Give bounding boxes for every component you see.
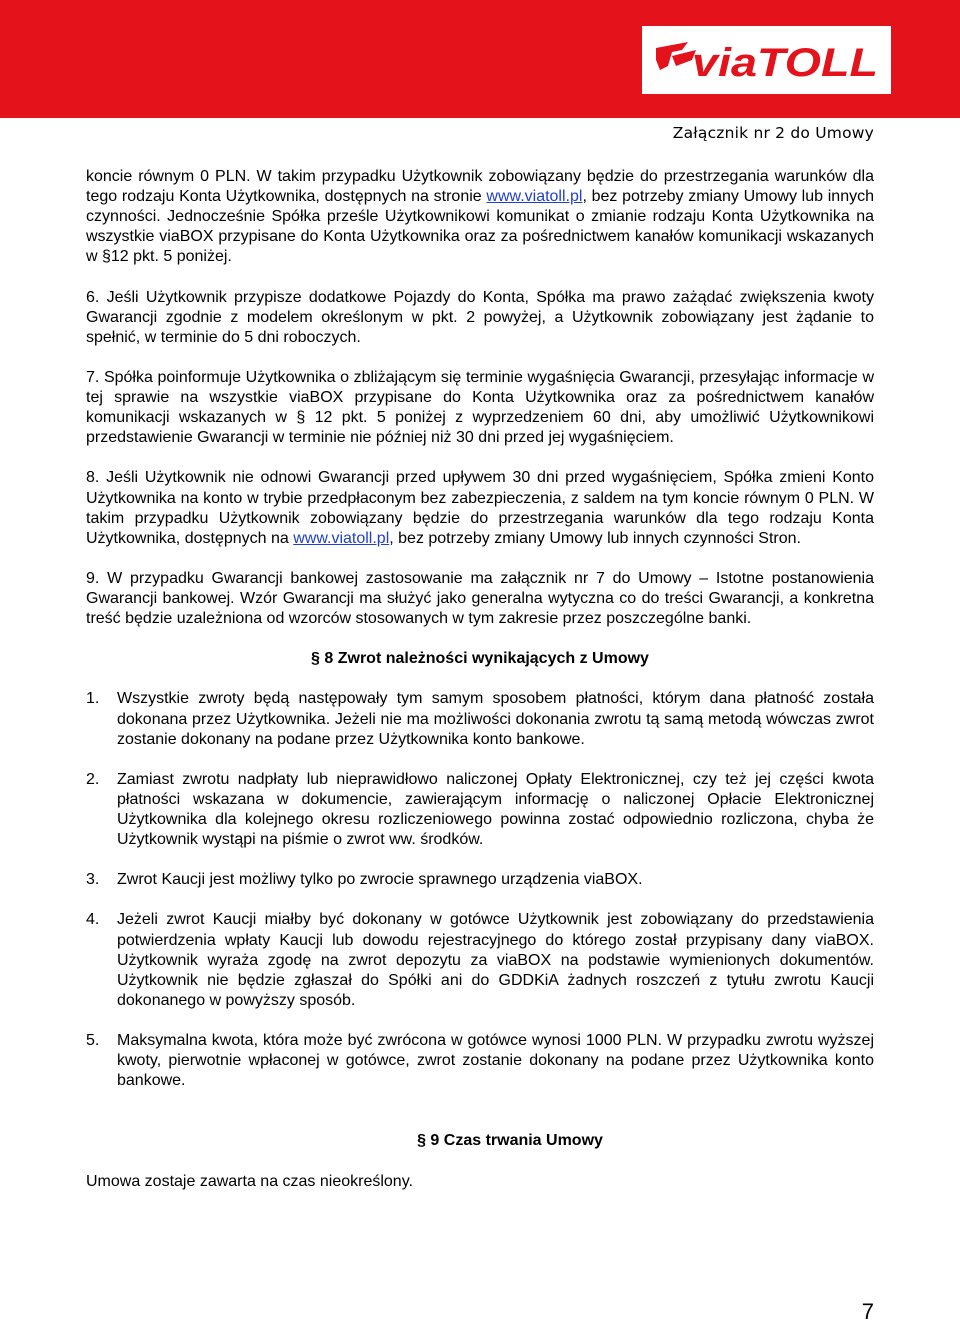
section-9-text: Umowa zostaje zawarta na czas nieokreślony.: [86, 1172, 413, 1190]
paragraph-9: 9. W przypadku Gwarancji bankowej zastosowanie ma załącznik nr 7 do Umowy – Istotne postanowienia Gwarancji bankowej. Wzór Gwarancji ma służyć jako generalna wytyczna co do treści Gwarancji, a konkretna treść będzie uzależniona od wzorców stosowanych w tym zakresie przez poszczególne banki.: [86, 569, 874, 628]
list-item: [86, 910, 874, 1010]
item-text: Wszystkie zwroty będą następowały tym samym sposobem płatności, którym dana płatność została dokonana przez Użytkownika. Jeżeli nie ma możliwości dokonania zwrotu tą samą metodą wówczas zwrot zostanie dokonany na podane przez Użytkownika konto bankowe.: [117, 690, 874, 748]
paragraph-text: 8. Jeśli Użytkownik nie odnowi Gwarancji przed upływem 30 dni przed wygaśnięciem, Spółka zmieni Konto Użytkownika na konto w trybie przedpłaconym bez zabezpieczenia, z saldem na tym koncie równym 0 PLN. W takim przypadku Użytkownik zobowiązany będzie do przestrzegania warunków dla tego rodzaju Konta Użytkownika, dostępnych na: [86, 469, 874, 547]
list-item: [86, 770, 874, 850]
list-item: [86, 870, 874, 890]
item-text: Maksymalna kwota, która może być zwrócona w gotówce wynosi 1000 PLN. W przypadku zwrotu wyższej kwoty, pierwotnie wpłaconej w gotówce, zwrot zostanie dokonany na podane przez Użytkownika konto bankowe.: [117, 1032, 874, 1090]
item-text: Zamiast zwrotu nadpłaty lub nieprawidłowo naliczonej Opłaty Elektronicznej, czy też jej części kwota płatności wskazana w dokumencie, zawierającym informację o naliczonej Opłacie Elektronicznej Użytkownika dla kolejnego okresu rozliczeniowego powinna zostać odpowiednio rozliczona, chyba że Użytkownik wystąpi na piśmie o zwrot ww. środków.: [117, 770, 874, 849]
item-text: Jeżeli zwrot Kaucji miałby być dokonany w gotówce Użytkownik jest zobowiązany do przedstawienia potwierdzenia wpłaty Kaucji lub dowodu rejestracyjnego do którego został przypisany dany viaBOX. Użytkownik wyraża zgodę na zwrot depozytu za viaBOX na podstawie wymienionych dokumentów. Użytkownik nie będzie zgłaszał do Spółki ani do GDDKiA żadnych roszczeń z tytułu zwrotu Kaucji dokonanego w powyższy sposób.: [117, 911, 874, 1009]
page-number: 7: [861, 1299, 874, 1324]
paragraph-6: 6. Jeśli Użytkownik przypisze dodatkowe Pojazdy do Konta, Spółka ma prawo zażądać zwiększenia kwoty Gwarancji zgodnie z modelem określonym w pkt. 2 powyżej, a Użytkownik zobowiązany jest żądanie to spełnić, w terminie do 5 dni roboczych.: [86, 288, 874, 346]
item-text: Zwrot Kaucji jest możliwy tylko po zwrocie sprawnego urządzenia viaBOX.: [117, 871, 643, 889]
viatoll-logo-icon: [642, 26, 891, 94]
viatoll-link[interactable]: www.viatoll.pl: [486, 188, 583, 206]
item-number: 5.: [86, 1032, 100, 1050]
annex-label: Załącznik nr 2 do Umowy: [672, 124, 874, 142]
viatoll-link[interactable]: www.viatoll.pl: [293, 529, 390, 547]
paragraph-text: koncie równym 0 PLN. W takim przypadku Użytkownik zobowiązany będzie do przestrzegania warunków dla tego rodzaju Konta Użytkownika, dostępnych na stronie: [86, 168, 874, 206]
paragraph-7: 7. Spółka poinformuje Użytkownika o zbliżającym się terminie wygaśnięcia Gwarancji, przesyłając informacje w tej sprawie na wszystkie viaBOX przypisane do Konta Użytkownika oraz za pośrednictwem kanałów komunikacji wskazanych w § 12 pkt. 5 poniżej z wyprzedzeniem 60 dni, aby umożliwić Użytkownikowi przedstawienie Gwarancji w terminie nie później niż 30 dni przed jej wygaśnięciem.: [86, 368, 874, 447]
section-9-heading: § 9 Czas trwania Umowy: [417, 1132, 603, 1150]
paragraph-8: [86, 468, 874, 548]
header-banner: [0, 0, 960, 118]
document-body: [86, 167, 874, 1212]
item-number: 4.: [86, 911, 100, 929]
paragraph-continuation: [86, 167, 874, 267]
section-8-heading: § 8 Zwrot należności wynikających z Umowy: [311, 650, 649, 668]
item-number: 1.: [86, 690, 100, 708]
logo-text: viaTOLL: [692, 41, 878, 85]
list-item: [86, 689, 874, 749]
paragraph-text: , bez potrzeby zmiany Umowy lub innych czynności Stron.: [389, 529, 801, 547]
item-number: 2.: [86, 770, 100, 788]
list-item: [86, 1031, 874, 1091]
item-number: 3.: [86, 871, 100, 889]
viatoll-logo: [642, 26, 891, 94]
paragraph-text: , bez potrzeby zmiany Umowy lub innych czynności. Jednocześnie Spółka prześle Użytkownikowi komunikat o zmianie rodzaju Konta Użytkownika na wszystkie viaBOX przypisane do Konta Użytkownika oraz za pośrednictwem kanałów komunikacji wskazanych w §12 pkt. 5 poniżej.: [86, 188, 875, 266]
